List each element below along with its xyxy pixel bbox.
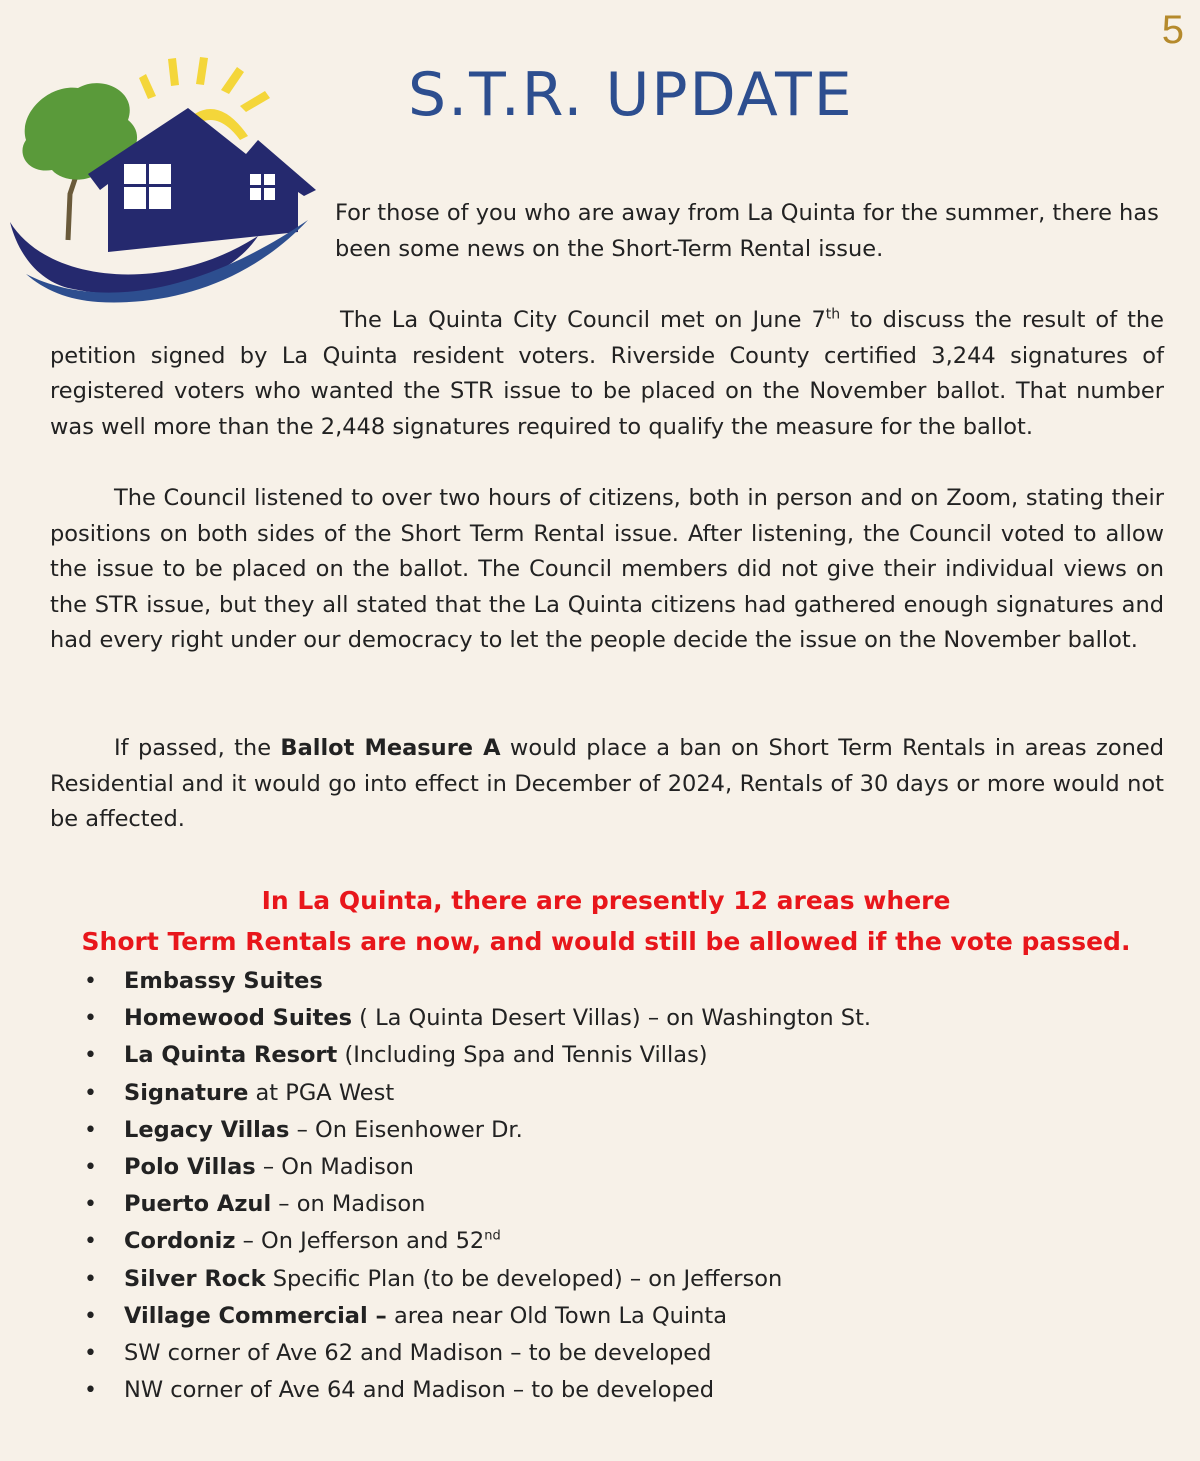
area-name: La Quinta Resort [124,1042,338,1069]
area-name: Embassy Suites [124,968,323,994]
area-detail: NW corner of Ave 64 and Madison – to be developed [124,1377,714,1404]
list-item [84,1298,871,1335]
list-item [84,1112,871,1149]
bullet-icon: • [84,1006,97,1032]
bullet-icon: • [84,1154,97,1180]
allowed-areas-heading: In La Quinta, there are presently 12 areas where Short Term Rentals are now, and would still be allowed if the vote passed. [81,886,1131,956]
page-number: 5 [1161,8,1184,52]
area-name: Signature [124,1079,249,1106]
bullet-icon: • [84,1266,97,1292]
bullet-icon: • [84,1192,97,1218]
bullet-icon: • [84,1303,97,1329]
list-item [84,1149,871,1186]
bullet-icon: • [84,1378,97,1404]
area-detail: – On Jefferson and 52 [235,1228,485,1255]
list-item [84,1372,871,1409]
area-name: Polo Villas [124,1153,256,1180]
area-detail: – On Eisenhower Dr. [289,1116,523,1143]
area-detail: at PGA West [248,1079,395,1106]
area-name: Puerto Azul [124,1191,272,1218]
area-name: Village Commercial – [124,1302,387,1329]
list-item [84,1000,871,1037]
area-detail: Specific Plan (to be developed) – on Jefferson [265,1265,783,1292]
area-name: Cordoniz [124,1228,236,1255]
bullet-icon: • [84,1043,97,1069]
area-detail: – on Madison [271,1191,426,1218]
bullet-icon: • [84,1117,97,1143]
str-logo-icon [8,44,320,306]
bullet-icon: • [84,1080,97,1106]
area-name: Silver Rock [124,1265,266,1292]
council-vote-paragraph: The Council listened to over two hours of citizens, both in person and on Zoom, stating their positions on both sides of the Short Term Rental issue. After listening, the Council voted to allow the issue to be placed on the ballot. The Council members did not give their individual views on the STR issue, but they all stated that the La Quinta citizens had gathered enough signatures and had every right under our democracy to let the people decide the issue on the November ballot. [50,485,1164,654]
bullet-icon: • [84,1340,97,1366]
page-title: S.T.R. UPDATE [408,60,854,130]
list-item [84,1037,871,1074]
list-item [84,1335,871,1372]
list-item [84,1075,871,1112]
area-name: Legacy Villas [124,1116,290,1143]
area-detail: ( La Quinta Desert Villas) – on Washington St. [351,1005,872,1032]
list-item [84,1261,871,1298]
area-detail: SW corner of Ave 62 and Madison – to be developed [124,1339,712,1366]
bullet-icon: • [84,969,97,994]
area-detail: area near Old Town La Quinta [386,1302,728,1329]
allowed-areas-list [84,963,871,1409]
area-detail: (Including Spa and Tennis Villas) [337,1042,708,1069]
area-detail: – On Madison [255,1153,414,1180]
list-item [84,1223,871,1260]
area-detail-superscript: nd [484,1228,501,1244]
list-item [84,1186,871,1223]
ballot-measure-paragraph: If passed, the Ballot Measure A would place a ban on Short Term Rentals in areas zoned Residential and it would go into effect in December of 2024, Rentals of 30 days or more would not be affected. [50,735,1164,833]
intro-paragraph: For those of you who are away from La Quinta for the summer, there has been some news on the Short-Term Rental issue. [335,200,1159,262]
list-item [84,963,871,1000]
bullet-icon: • [84,1229,97,1255]
area-name: Homewood Suites [124,1005,352,1032]
council-meeting-paragraph: The La Quinta City Council met on June 7th to discuss the result of the petition signed by La Quinta resident voters. Riverside County certified 3,244 signatures of registered voters who wanted the STR issue to be placed on the November ballot. That number was well more than the 2,448 signatures required to qualify the measure for the ballot. [50,306,1164,440]
